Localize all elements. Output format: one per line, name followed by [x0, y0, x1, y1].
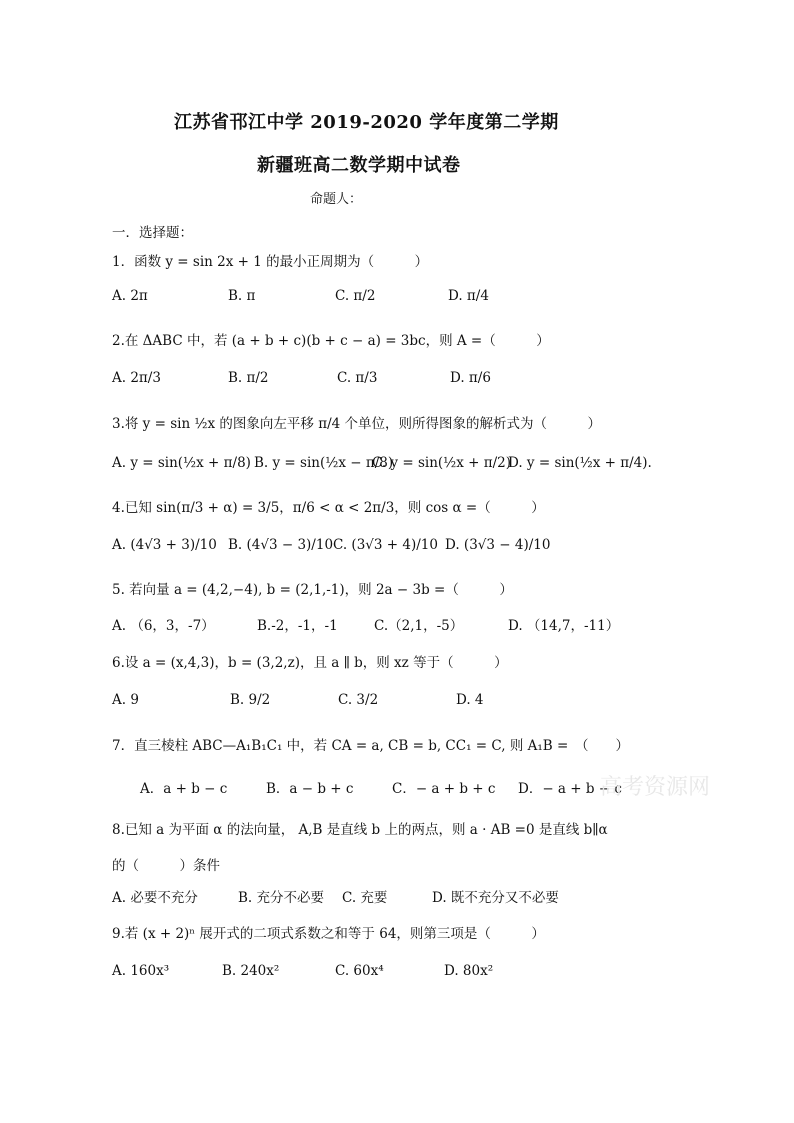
q9-option-c: C. 60x⁴ [335, 963, 384, 979]
q5-option-c: C.（2,1，-5） [374, 618, 464, 634]
question-2: 2.在 ΔABC 中，若 (a + b + c)(b + c − a) = 3bc，则 A =（ ） [112, 333, 550, 349]
q2-option-b: B. π/2 [228, 370, 269, 386]
q8-option-b: B. 充分不必要 [238, 890, 325, 906]
q6-option-c: C. 3/2 [338, 692, 379, 708]
q1-option-a: A. 2π [112, 288, 148, 304]
section-heading: 一．选择题： [112, 225, 193, 241]
q6-option-b: B. 9/2 [230, 692, 271, 708]
q8-option-c: C. 充要 [342, 890, 388, 906]
q4-option-b: B. (4√3 − 3)/10 [228, 537, 334, 553]
q4-option-d: D. (3√3 − 4)/10 [445, 537, 551, 553]
question-5: 5. 若向量 a = (4,2,−4), b = (2,1,-1)，则 2a − 3b =（ ） [112, 582, 513, 598]
q3-option-b: B. y = sin(½x − π/8) [254, 455, 394, 471]
q7-option-c: C．− a + b + c [392, 781, 496, 797]
q8-option-a: A. 必要不充分 [112, 890, 198, 906]
q5-option-a: A. （6，3，-7） [112, 618, 215, 634]
question-9: 9.若 (x + 2)ⁿ 展开式的二项式系数之和等于 64，则第三项是（ ） [112, 926, 545, 942]
q9-option-a: A. 160x³ [112, 963, 170, 979]
q6-option-a: A. 9 [112, 692, 139, 708]
q3-option-d: D. y = sin(½x + π/4). [508, 455, 652, 471]
title-line-1: 江苏省邗江中学 2019-2020 学年度第二学期 [174, 112, 559, 133]
q5-option-d: D. （14,7，-11） [508, 618, 620, 634]
q7-option-b: B．a − b + c [266, 781, 354, 797]
q6-option-d: D. 4 [456, 692, 484, 708]
question-6: 6.设 a = (x,4,3)，b = (3,2,z)，且 a ∥ b，则 xz 等于（ ） [112, 655, 508, 671]
question-7: 7．直三棱柱 ABC—A₁B₁C₁ 中，若 CA = a, CB = b, CC₁ = C, 则 A₁B = （ ） [112, 738, 630, 754]
q2-option-d: D. π/6 [450, 370, 491, 386]
q8-option-d: D. 既不充分又不必要 [432, 890, 559, 906]
q4-option-a: A. (4√3 + 3)/10 [112, 537, 217, 553]
author-label: 命题人： [310, 192, 363, 207]
question-8-continued: 的（ ）条件 [112, 858, 220, 874]
q7-option-d: D．− a + b − c [518, 781, 622, 797]
q9-option-d: D. 80x² [444, 963, 494, 979]
q4-option-c: C. (3√3 + 4)/10 [333, 537, 438, 553]
q2-option-a: A. 2π/3 [112, 370, 161, 386]
q3-option-c: C. y = sin(½x + π/2) [372, 455, 512, 471]
q3-option-a: A. y = sin(½x + π/8) [112, 455, 251, 471]
q1-option-c: C. π/2 [335, 288, 376, 304]
title-line-2: 新疆班高二数学期中试卷 [257, 155, 461, 176]
q9-option-b: B. 240x² [222, 963, 280, 979]
question-8: 8.已知 a 为平面 α 的法向量， A,B 是直线 b 上的两点，则 a · AB =0 是直线 b∥α [112, 822, 608, 838]
q7-option-a: A．a + b − c [140, 781, 228, 797]
q1-option-d: D. π/4 [448, 288, 489, 304]
question-4: 4.已知 sin(π/3 + α) = 3/5，π/6 < α < 2π/3，则 cos α =（ ） [112, 500, 545, 516]
question-1: 1．函数 y = sin 2x + 1 的最小正周期为（ ） [112, 254, 429, 270]
q5-option-b: B.-2，-1，-1 [257, 618, 338, 634]
q1-option-b: B. π [228, 288, 256, 304]
q2-option-c: C. π/3 [337, 370, 378, 386]
watermark: 高考资源网 [600, 775, 711, 800]
question-3: 3.将 y = sin ½x 的图象向左平移 π/4 个单位，则所得图象的解析式为（ ） [112, 416, 602, 432]
